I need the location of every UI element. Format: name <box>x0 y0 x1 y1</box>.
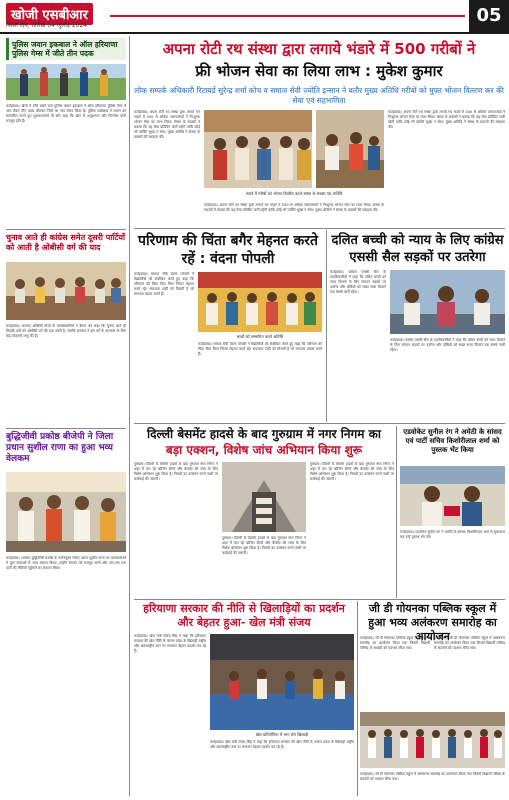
delhi-body-col-1: गुरुग्राम। दिल्ली के बेसमेंट हादसे के बाद गुरुग्राम नगर निगम ने शहर में चल रहे कोचिंग सेंटरों और बेसमेंट की जांच के लिए विशेष अभियान शुरू किया है। नियमों का उल्लंघन करने वालों पर कार्रवाई की जाएगी। <box>134 462 218 481</box>
bottom-column-divider <box>357 601 358 796</box>
delhi-body-col-2: गुरुग्राम। दिल्ली के बेसमेंट हादसे के बाद गुरुग्राम नगर निगम ने शहर में चल रहे कोचिंग सेंटरों और बेसमेंट की जांच के लिए विशेष अभियान शुरू किया है। नियमों का उल्लंघन करने वालों पर कार्रवाई की जाएगी। <box>222 536 306 555</box>
advocate-photo <box>400 466 505 526</box>
lead-body-col-1: फतेहाबाद। अपना रोटी रथ संस्था द्वारा लगाये गए भंडारे में 500 से अधिक जरूरतमंदों ने निःशुल्क भोजन सेवा का लाभ लिया। संस्था के सदस्यों ने बताया कि यह सेवा प्रतिदिन जारी रहेगी ताकि कोई भी व्यक्ति भूखा न सोए। मुख्य अतिथि ने संस्था के प्रयासों की सराहना की। <box>134 110 200 139</box>
parinam-photo <box>198 272 322 332</box>
lead-body-col-right: फतेहाबाद। अपना रोटी रथ संस्था द्वारा लगाये गए भंडारे में 500 से अधिक जरूरतमंदों ने निःशुल्क भोजन सेवा का लाभ लिया। संस्था के सदस्यों ने बताया कि यह सेवा प्रतिदिन जारी रहेगी ताकि कोई भी व्यक्ति भूखा न सोए। मुख्य अतिथि ने संस्था के प्रयासों की सराहना की। <box>388 110 505 129</box>
dalit-photo <box>390 270 505 334</box>
delhi-top-divider <box>134 423 505 424</box>
lead-headline-line-2: फ्री भोजन सेवा का लिया लाभ : मुकेश कुमार <box>195 62 443 80</box>
goenka-headline: जी डी गोयनका पब्लिक स्कूल में हुआ भव्य अलंकरण समारोह का आयोजन <box>368 602 497 643</box>
parinam-headline: परिणाम की चिंता बगैर मेहनत करते रहें : वंदना पोपली <box>138 233 318 267</box>
newspaper-logo: खोजी एसबीआर <box>6 3 93 25</box>
mid-column-divider <box>326 230 327 422</box>
left-story-3-headline: बुद्धिजीवी प्रकोष्ठ बीजेपी ने जिला प्रधान सुशील राणा का हुआ भव्य वेलकम <box>6 432 114 464</box>
haryana-body-col-2: फतेहाबाद। खेल मंत्री संजय सिंह ने कहा कि हरियाणा सरकार की खेल नीति के कारण प्रदेश के खिलाड़ी राष्ट्रीय और अंतरराष्ट्रीय स्तर पर लगातार बेहतर प्रदर्शन कर रहे हैं। <box>210 740 354 749</box>
left-story-1-photo <box>6 64 126 100</box>
masthead <box>0 0 509 34</box>
parinam-body-col-2: फतेहाबाद। समाज सेवी वंदना पोपली ने विद्यार्थियों को संबोधित करते हुए कहा कि परिणाम की चिंता किए बिना निरंतर मेहनत करते रहें। सफलता उन्हीं को मिलती है जो लगातार प्रयास करते हैं। <box>198 342 322 356</box>
masthead-rule <box>110 15 465 17</box>
delhi-body-col-3: गुरुग्राम। दिल्ली के बेसमेंट हादसे के बाद गुरुग्राम नगर निगम ने शहर में चल रहे कोचिंग सेंटरों और बेसमेंट की जांच के लिए विशेष अभियान शुरू किया है। नियमों का उल्लंघन करने वालों पर कार्रवाई की जाएगी। <box>310 462 394 481</box>
left-story-2-photo <box>6 262 126 320</box>
parinam-body-col-1: फतेहाबाद। समाज सेवी वंदना पोपली ने विद्यार्थियों को संबोधित करते हुए कहा कि परिणाम की चिंता किए बिना निरंतर मेहनत करते रहें। सफलता उन्हीं को मिलती है जो लगातार प्रयास करते हैं। <box>134 272 194 296</box>
parinam-photo-caption: बच्चों को सम्मानित करते अतिथि <box>236 334 284 339</box>
goenka-body-col-3: फतेहाबाद। जी डी गोयनका पब्लिक स्कूल में अलंकरण समारोह का आयोजन किया गया जिसमें विद्यार्थी परिषद के सदस्यों को पदभार सौंपा गया। <box>360 772 505 781</box>
left-divider-2 <box>6 428 126 429</box>
left-story-3-body: फतेहाबाद। भाजपा बुद्धिजीवी प्रकोष्ठ के नवनियुक्त जिला प्रधान सुशील राणा का कार्यकर्ताओं ने फूल मालाओं से भव्य स्वागत किया। उन्होंने संगठन को मजबूत करने और जन-जन तक पार्टी की नीतियाँ पहुँचाने का संकल्प लिया। <box>6 556 126 570</box>
delhi-right-divider <box>396 426 397 598</box>
column-divider-left <box>129 36 130 796</box>
advocate-headline: एडवोकेट सुनील रंग ने अमेठी के सांसद एवं पार्टी सचिव किशोरीलाल शर्मा को पुस्तक भेंट किया <box>403 428 502 454</box>
goenka-body-col-1: फतेहाबाद। जी डी गोयनका पब्लिक स्कूल में अलंकरण समारोह का आयोजन किया गया जिसमें विद्यार्थी परिषद के सदस्यों को पदभार सौंपा गया। <box>360 636 430 650</box>
left-story-2-headline: चुनाव आते ही कांग्रेस समेत दूसरी पार्टियों को आती है ओबीसी वर्ग की याद <box>6 233 126 252</box>
left-story-2-body: फतेहाबाद। भाजपा ओबीसी मोर्चा के पदाधिकारियों ने बैठक कर कहा कि चुनाव आते ही विपक्षी दलों को ओबीसी वर्ग की याद आती है, जबकि सरकार ने इस वर्ग के कल्याण के लिए कई योजनाएँ लागू की हैं। <box>6 324 126 338</box>
lead-photo-caption: भंडारे में गरीबों को भोजन वितरित करते संस्था के सदस्य एवं अतिथि <box>245 191 343 196</box>
left-story-1-body: फतेहाबाद। खेलों में रुचि रखने वाले पुलिस जवान इकबाल ने ऑल हरियाणा पुलिस गेम्स में भाग लेकर तीन पदक जीतकर जिले का नाम रोशन किया है। पुलिस अधीक्षक ने जवान को सम्मानित करते हुए शुभकामनाएँ दीं और कहा कि खेल से अनुशासन और फिटनेस दोनों मजबूत होते हैं। <box>6 104 126 123</box>
lead-body-under-photo: फतेहाबाद। अपना रोटी रथ संस्था द्वारा लगाये गए भंडारे में 500 से अधिक जरूरतमंदों ने निःशुल्क भोजन सेवा का लाभ लिया। संस्था के सदस्यों ने बताया कि यह सेवा प्रतिदिन जारी रहेगी ताकि कोई भी व्यक्ति भूखा न सोए। मुख्य अतिथि ने संस्था के प्रयासों की सराहना की। <box>204 203 384 212</box>
date-line: किसी दिन, तारीख 04 जुलाई 2024 <box>6 22 88 29</box>
haryana-headline: हरियाणा सरकार की नीति से खिलाड़ियों का प्रदर्शन और बेहतर हुआ- खेल मंत्री संजय <box>143 602 345 629</box>
dalit-body-col-1: फतेहाबाद। कांग्रेस एससी सैल के पदाधिकारियों ने कहा कि दलित बच्ची को न्याय दिलाने के लिए संगठन सड़कों पर उतरेगा और दोषियों को सख्त सजा दिलाने तक संघर्ष जारी रहेगा। <box>330 270 386 294</box>
dalit-body-col-2: फतेहाबाद। कांग्रेस एससी सैल के पदाधिकारियों ने कहा कि दलित बच्ची को न्याय दिलाने के लिए संगठन सड़कों पर उतरेगा और दोषियों को सख्त सजा दिलाने तक संघर्ष जारी रहेगा। <box>390 338 505 352</box>
lead-subheadline: लोक सम्पर्क अधिकारी रिटायर्ड सुरेन्द्र शर्मा कोच व समाज सेवी ज्योति इन्सान ने बतौर मुख्य अतिथि गरीबों को मुफ्त भोजन वितरण कर की सेवा एवं सहभागिता <box>134 86 504 105</box>
delhi-photo <box>222 462 306 532</box>
goenka-body-col-2: फतेहाबाद। जी डी गोयनका पब्लिक स्कूल में अलंकरण समारोह का आयोजन किया गया जिसमें विद्यार्थी परिषद के सदस्यों को पदभार सौंपा गया। <box>434 636 505 650</box>
lead-photo-2 <box>316 110 384 188</box>
lead-photo-1 <box>204 110 312 188</box>
lead-divider <box>134 228 505 229</box>
bottom-divider <box>134 599 505 600</box>
haryana-body-col-1: फतेहाबाद। खेल मंत्री संजय सिंह ने कहा कि हरियाणा सरकार की खेल नीति के कारण प्रदेश के खिलाड़ी राष्ट्रीय और अंतरराष्ट्रीय स्तर पर लगातार बेहतर प्रदर्शन कर रहे हैं। <box>134 634 206 653</box>
delhi-headline <box>134 426 394 458</box>
page-number: 05 <box>469 0 509 32</box>
advocate-body: फतेहाबाद। एडवोकेट सुनील रंग ने अमेठी के सांसद किशोरीलाल शर्मा से मुलाकात कर उन्हें पुस्तक भेंट की। <box>400 530 505 539</box>
left-story-1-headline: पुलिस जवान इकबाल ने ऑल हरियाणा पुलिस गेम्स में जीते तीन पदक <box>6 38 126 60</box>
goenka-photo <box>360 712 505 768</box>
delhi-headline-line-1: दिल्ली बेसमेंट हादसे के बाद गुरुग्राम में नगर निगम का <box>147 427 381 441</box>
delhi-headline-line-2: बड़ा एक्शन, विशेष जांच अभियान किया शुरू <box>165 443 363 457</box>
haryana-photo-caption: खेल प्रतियोगिता में भाग लेते खिलाड़ी <box>255 732 309 737</box>
haryana-photo <box>210 634 354 730</box>
left-divider-1 <box>6 229 126 230</box>
left-story-3-photo <box>6 472 126 552</box>
lead-headline-line-1: अपना रोटी रथ संस्था द्वारा लगाये भंडारे में 500 गरीबों ने <box>162 40 476 58</box>
dalit-headline: दलित बच्ची को न्याय के लिए कांग्रेस एससी सैल सड़कों पर उतरेगा <box>331 233 504 265</box>
